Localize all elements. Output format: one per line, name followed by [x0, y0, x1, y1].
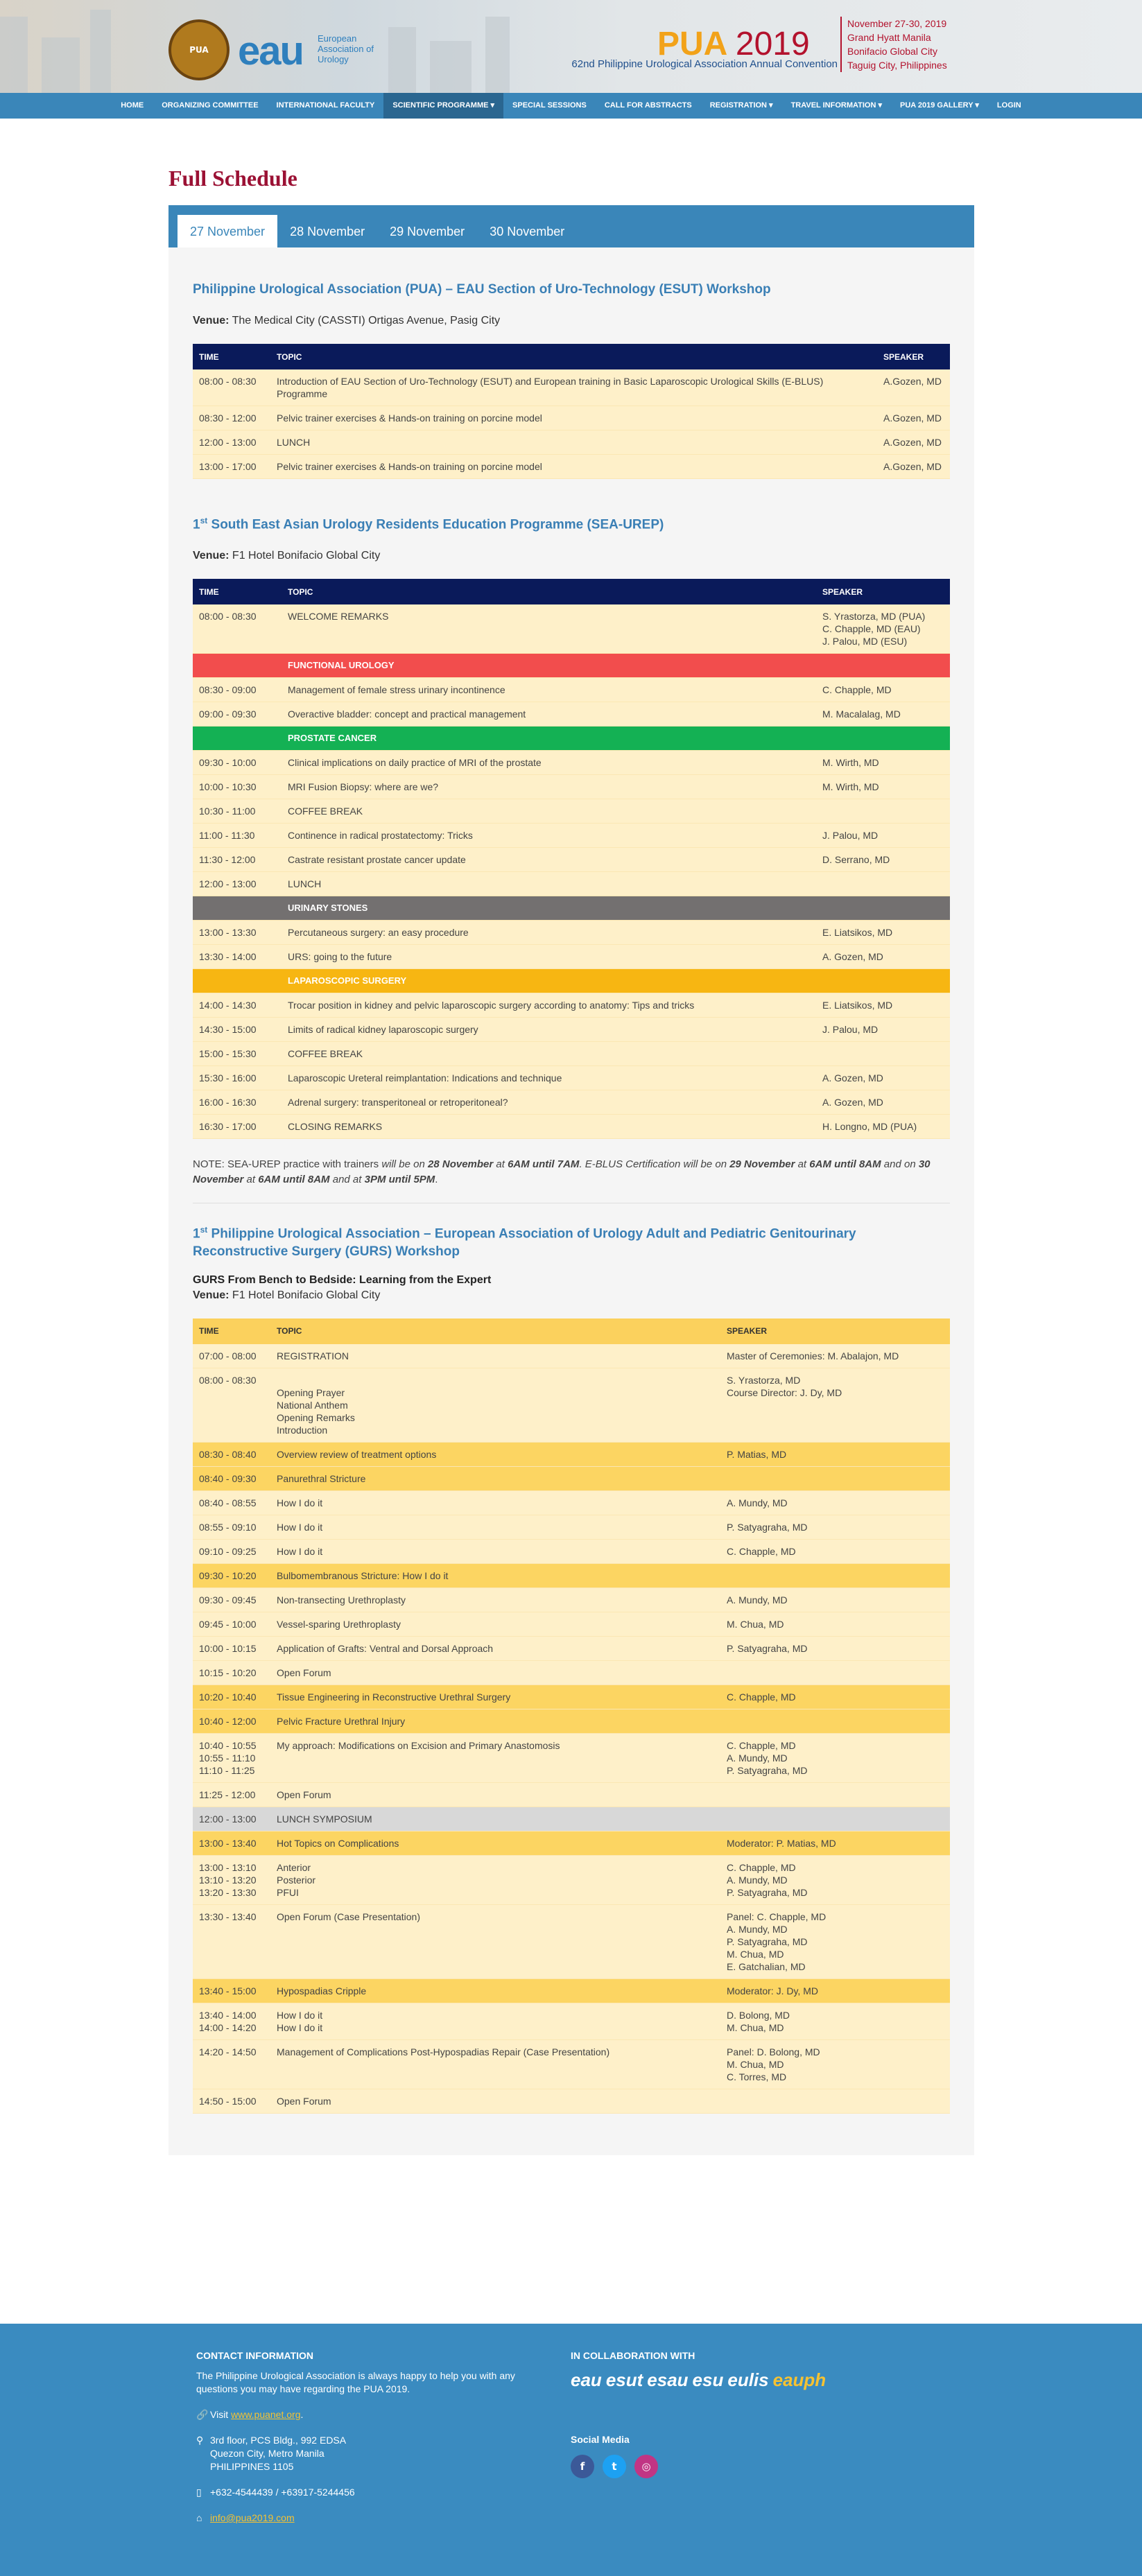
site-header [0, 0, 1142, 93]
speaker-cell: P. Satyagraha, MD [720, 1636, 950, 1660]
speaker-cell: D. Bolong, MD M. Chua, MD [720, 2003, 950, 2039]
topic-cell: CLOSING REMARKS [282, 1115, 816, 1139]
category-spacer [193, 896, 282, 921]
schedule-row [193, 1807, 950, 1831]
topic-cell: How I do it [270, 1539, 720, 1563]
schedule-row [193, 945, 950, 969]
topic-cell: LUNCH [270, 430, 877, 455]
partner-esut-logo[interactable]: esut [605, 2369, 643, 2390]
speaker-cell: A. Gozen, MD [816, 1090, 950, 1115]
topic-cell: Continence in radical prostatectomy: Tricks [282, 824, 816, 848]
day-tabs [168, 205, 974, 247]
phone-text: +632-4544439 / +63917-5244456 [210, 2487, 355, 2498]
topic-cell: Open Forum [270, 1782, 720, 1807]
topic-cell: Open Forum (Case Presentation) [270, 1904, 720, 1978]
category-spacer [193, 969, 282, 993]
speaker-cell: A.Gozen, MD [877, 369, 950, 406]
speaker-cell: Panel: D. Bolong, MD M. Chua, MD C. Torres, MD [720, 2039, 950, 2089]
partner-eau-logo[interactable]: eau [571, 2369, 602, 2390]
speaker-cell: A.Gozen, MD [877, 455, 950, 479]
schedule-row [193, 1442, 950, 1466]
topic-cell: Vessel-sparing Urethroplasty [270, 1612, 720, 1636]
speaker-cell: M. Wirth, MD [816, 751, 950, 775]
topic-cell: Overview review of treatment options [270, 1442, 720, 1466]
speaker-cell [720, 1807, 950, 1831]
time-cell: 15:30 - 16:00 [193, 1066, 282, 1090]
seal-text: PUA [189, 45, 209, 55]
skyline-building [430, 41, 471, 93]
time-cell: 14:50 - 15:00 [193, 2089, 270, 2113]
speaker-cell: M. Chua, MD [720, 1612, 950, 1636]
category-row [193, 896, 950, 921]
speaker-cell [816, 1042, 950, 1066]
speaker-cell: M. Macalalag, MD [816, 702, 950, 726]
speaker-cell: Moderator: P. Matias, MD [720, 1831, 950, 1855]
topic-cell: Non-transecting Urethroplasty [270, 1587, 720, 1612]
speaker-cell [720, 2089, 950, 2113]
schedule-row [193, 430, 950, 455]
time-cell: 10:00 - 10:30 [193, 775, 282, 799]
schedule-row [193, 1709, 950, 1733]
tab-30-november[interactable]: 30 November [490, 225, 565, 238]
nav-international-faculty[interactable]: INTERNATIONAL FACULTY [276, 101, 375, 110]
topic-cell: Percutaneous surgery: an easy procedure [282, 921, 816, 945]
facebook-icon[interactable]: f [571, 2455, 594, 2478]
topic-cell: Bulbomembranous Stricture: How I do it [270, 1563, 720, 1587]
topic-cell: Management of female stress urinary incontinence [282, 678, 816, 702]
speaker-cell [720, 1782, 950, 1807]
topic-cell: Anterior Posterior PFUI [270, 1855, 720, 1904]
tab-27-november[interactable]: 27 November [178, 215, 277, 247]
schedule-row [193, 455, 950, 479]
topic-cell: Tissue Engineering in Reconstructive Urethral Surgery [270, 1685, 720, 1709]
topic-cell: Limits of radical kidney laparoscopic surgery [282, 1018, 816, 1042]
nav-login[interactable]: LOGIN [996, 101, 1021, 110]
location-pin-icon: ⚲ [196, 2435, 204, 2446]
time-cell: 12:00 - 13:00 [193, 872, 282, 896]
tab-28-november[interactable]: 28 November [290, 225, 365, 238]
esut-schedule-table [193, 344, 950, 479]
schedule-row [193, 369, 950, 406]
schedule-row [193, 824, 950, 848]
speaker-cell [720, 1563, 950, 1587]
email-icon: ⌂ [196, 2512, 202, 2523]
address-row [196, 2434, 557, 2473]
time-cell: 12:00 - 13:00 [193, 1807, 270, 1831]
schedule-row [193, 775, 950, 799]
time-cell: 16:00 - 16:30 [193, 1090, 282, 1115]
category-label: LAPAROSCOPIC SURGERY [282, 969, 950, 993]
link-icon: 🔗 [196, 2409, 209, 2420]
time-cell: 12:00 - 13:00 [193, 430, 270, 455]
puanet-link[interactable]: www.puanet.org [231, 2409, 301, 2420]
speaker-cell [720, 1466, 950, 1490]
topic-cell: Laparoscopic Ureteral reimplantation: Indications and technique [282, 1066, 816, 1090]
nav-call-for-abstracts[interactable]: CALL FOR ABSTRACTS [604, 101, 692, 110]
schedule-row [193, 1368, 950, 1442]
time-cell: 10:40 - 10:55 10:55 - 11:10 11:10 - 11:25 [193, 1733, 270, 1782]
collab-title: IN COLLABORATION WITH [571, 2350, 695, 2361]
time-cell: 09:00 - 09:30 [193, 702, 282, 726]
topic-cell: Opening Prayer National Anthem Opening Remarks Introduction [270, 1368, 720, 1442]
time-cell: 15:00 - 15:30 [193, 1042, 282, 1066]
collaboration [571, 2350, 959, 2478]
sea-urep-schedule-table [193, 579, 950, 1139]
col-topic: TOPIC [282, 579, 816, 604]
time-cell: 13:40 - 15:00 [193, 1978, 270, 2003]
time-cell: 14:00 - 14:30 [193, 993, 282, 1018]
schedule-row [193, 406, 950, 430]
phone-icon: ▯ [196, 2487, 202, 2498]
col-speaker: SPEAKER [877, 344, 950, 369]
time-cell: 09:10 - 09:25 [193, 1539, 270, 1563]
partner-eauph-logo[interactable]: eauph [772, 2369, 827, 2390]
speaker-cell: E. Liatsikos, MD [816, 993, 950, 1018]
col-time: TIME [193, 344, 270, 369]
col-speaker: SPEAKER [720, 1319, 950, 1344]
time-cell: 08:30 - 08:40 [193, 1442, 270, 1466]
visit-row: 🔗 Visit www.puanet.org. [196, 2409, 304, 2420]
schedule-row [193, 1344, 950, 1368]
address-text: 3rd floor, PCS Bldg., 992 EDSA Quezon City, Metro Manila PHILIPPINES 1105 [210, 2435, 347, 2472]
time-cell: 08:55 - 09:10 [193, 1515, 270, 1539]
speaker-cell: C. Chapple, MD A. Mundy, MD P. Satyagraha, MD [720, 1733, 950, 1782]
schedule-row [193, 702, 950, 726]
category-label: FUNCTIONAL UROLOGY [282, 654, 950, 678]
col-topic: TOPIC [270, 1319, 720, 1344]
topic-cell: How I do it How I do it [270, 2003, 720, 2039]
esut-workshop-title: Philippine Urological Association (PUA) – EAU Section of Uro-Technology (ESUT) Workshop [193, 282, 771, 297]
skyline-building [90, 10, 111, 93]
time-cell: 10:15 - 10:20 [193, 1660, 270, 1685]
partner-esau-logo[interactable]: esau [647, 2369, 689, 2390]
speaker-cell: Master of Ceremonies: M. Abalajon, MD [720, 1344, 950, 1368]
schedule-row [193, 1660, 950, 1685]
contact-info [196, 2350, 557, 2525]
schedule-row [193, 1490, 950, 1515]
time-cell: 08:30 - 09:00 [193, 678, 282, 702]
topic-cell: URS: going to the future [282, 945, 816, 969]
time-cell: 10:30 - 11:00 [193, 799, 282, 824]
contact-title: CONTACT INFORMATION [196, 2350, 314, 2361]
schedule-row [193, 799, 950, 824]
time-cell: 07:00 - 08:00 [193, 1344, 270, 1368]
speaker-cell: A. Gozen, MD [816, 1066, 950, 1090]
tab-29-november[interactable]: 29 November [390, 225, 465, 238]
schedule-row [193, 1587, 950, 1612]
topic-cell: Trocar position in kidney and pelvic laparoscopic surgery according to anatomy: Tips and tricks [282, 993, 816, 1018]
time-cell: 13:30 - 14:00 [193, 945, 282, 969]
sea-urep-venue: Venue: F1 Hotel Bonifacio Global City [193, 550, 381, 562]
topic-cell: Castrate resistant prostate cancer update [282, 848, 816, 872]
topic-cell: Panurethral Stricture [270, 1466, 720, 1490]
category-row [193, 726, 950, 751]
convention-subtitle: 62nd Philippine Urological Association Annual Convention [571, 58, 838, 70]
topic-cell: MRI Fusion Biopsy: where are we? [282, 775, 816, 799]
topic-cell: Management of Complications Post-Hypospadias Repair (Case Presentation) [270, 2039, 720, 2089]
speaker-cell [816, 799, 950, 824]
speaker-cell: E. Liatsikos, MD [816, 921, 950, 945]
speaker-cell: J. Palou, MD [816, 1018, 950, 1042]
time-cell: 08:00 - 08:30 [193, 369, 270, 406]
speaker-cell: J. Palou, MD [816, 824, 950, 848]
time-cell: 11:30 - 12:00 [193, 848, 282, 872]
time-cell: 13:00 - 13:10 13:10 - 13:20 13:20 - 13:30 [193, 1855, 270, 1904]
speaker-cell: S. Yrastorza, MD Course Director: J. Dy, MD [720, 1368, 950, 1442]
time-cell: 09:30 - 09:45 [193, 1587, 270, 1612]
category-spacer [193, 654, 282, 678]
topic-cell: WELCOME REMARKS [282, 604, 816, 654]
col-time: TIME [193, 1319, 270, 1344]
schedule-row [193, 1978, 950, 2003]
main-nav [0, 93, 1142, 119]
time-cell: 08:40 - 08:55 [193, 1490, 270, 1515]
schedule-row [193, 993, 950, 1018]
nav-special-sessions[interactable]: SPECIAL SESSIONS [512, 101, 587, 110]
schedule-row [193, 604, 950, 654]
schedule-row [193, 1115, 950, 1139]
eau-logo-subtitle: European Association of Urology [318, 33, 374, 64]
time-cell: 08:00 - 08:30 [193, 604, 282, 654]
topic-cell: Clinical implications on daily practice of MRI of the prostate [282, 751, 816, 775]
speaker-cell: Moderator: J. Dy, MD [720, 1978, 950, 2003]
speaker-cell: C. Chapple, MD [720, 1539, 950, 1563]
topic-cell: Introduction of EAU Section of Uro-Technology (ESUT) and European training in Basic Laparoscopic Urological Skills (E-BLUS) Programme [270, 369, 877, 406]
nav-registration[interactable]: REGISTRATION ▾ [709, 101, 773, 110]
col-time: TIME [193, 579, 282, 604]
speaker-cell: A.Gozen, MD [877, 430, 950, 455]
col-speaker: SPEAKER [816, 579, 950, 604]
pua-2019-title: PUA 2019 [657, 26, 810, 62]
time-cell: 13:00 - 13:40 [193, 1831, 270, 1855]
schedule-row [193, 678, 950, 702]
speaker-cell: A. Gozen, MD [816, 945, 950, 969]
topic-cell: LUNCH [282, 872, 816, 896]
time-cell: 13:30 - 13:40 [193, 1904, 270, 1978]
topic-cell: My approach: Modifications on Excision and Primary Anastomosis [270, 1733, 720, 1782]
contact-text: The Philippine Urological Association is always happy to help you with any questions you may have regarding the PUA 2019. [196, 2370, 515, 2394]
topic-cell: Hot Topics on Complications [270, 1831, 720, 1855]
sea-urep-note: NOTE: SEA-UREP practice with trainers will be on 28 November at 6AM until 7AM. E-BLUS Certification will be on 29 November at 6AM until 8AM and on 30 November at 6AM until 8AM and at 3PM until 5PM. [193, 1157, 950, 1203]
main-content [168, 119, 974, 2155]
gurs-subheading: GURS From Bench to Bedside: Learning from the Expert [193, 1273, 492, 1286]
time-cell: 08:00 - 08:30 [193, 1368, 270, 1442]
speaker-cell [816, 872, 950, 896]
time-cell: 10:20 - 10:40 [193, 1685, 270, 1709]
speaker-cell: C. Chapple, MD [720, 1685, 950, 1709]
email-link[interactable]: info@pua2019.com [210, 2512, 295, 2523]
page-title: Full Schedule [168, 166, 297, 191]
time-cell: 13:00 - 13:30 [193, 921, 282, 945]
time-cell: 10:40 - 12:00 [193, 1709, 270, 1733]
speaker-cell: A. Mundy, MD [720, 1587, 950, 1612]
speaker-cell: A. Mundy, MD [720, 1490, 950, 1515]
time-cell: 14:20 - 14:50 [193, 2039, 270, 2089]
topic-cell: Pelvic trainer exercises & Hands-on training on porcine model [270, 455, 877, 479]
nav-home[interactable]: HOME [121, 101, 144, 110]
gurs-schedule-table [193, 1319, 950, 2114]
partner-logos [571, 2369, 959, 2391]
schedule-row [193, 2039, 950, 2089]
category-spacer [193, 726, 282, 751]
topic-cell: COFFEE BREAK [282, 1042, 816, 1066]
schedule-row [193, 872, 950, 896]
skyline-building [0, 17, 28, 93]
topic-cell: How I do it [270, 1515, 720, 1539]
schedule-row [193, 1042, 950, 1066]
time-cell: 13:00 - 17:00 [193, 455, 270, 479]
topic-cell: How I do it [270, 1490, 720, 1515]
speaker-cell: P. Matias, MD [720, 1442, 950, 1466]
time-cell: 09:30 - 10:00 [193, 751, 282, 775]
schedule-row [193, 2089, 950, 2113]
topic-cell: Pelvic Fracture Urethral Injury [270, 1709, 720, 1733]
topic-cell: Application of Grafts: Ventral and Dorsal Approach [270, 1636, 720, 1660]
event-area: Bonifacio Global City [847, 46, 937, 57]
speaker-cell: C. Chapple, MD [816, 678, 950, 702]
schedule-row [193, 1782, 950, 1807]
category-label: PROSTATE CANCER [282, 726, 950, 751]
phone-row [196, 2486, 557, 2499]
schedule-row [193, 1563, 950, 1587]
schedule-row [193, 1066, 950, 1090]
schedule-row [193, 1904, 950, 1978]
schedule-row [193, 751, 950, 775]
col-topic: TOPIC [270, 344, 877, 369]
speaker-cell: P. Satyagraha, MD [720, 1515, 950, 1539]
schedule-row [193, 2003, 950, 2039]
schedule-row [193, 1733, 950, 1782]
time-cell: 11:00 - 11:30 [193, 824, 282, 848]
schedule-row [193, 1515, 950, 1539]
time-cell: 10:00 - 10:15 [193, 1636, 270, 1660]
category-label: URINARY STONES [282, 896, 950, 921]
speaker-cell: M. Wirth, MD [816, 775, 950, 799]
schedule-row [193, 1636, 950, 1660]
gurs-workshop-title: 1st Philippine Urological Association – European Association of Urology Adult and Pediatric Genitourinary Reconstructive Surgery (GURS) Workshop [193, 1225, 856, 1259]
schedule-row [193, 1855, 950, 1904]
esut-venue: Venue: The Medical City (CASSTI) Ortigas Avenue, Pasig City [193, 315, 501, 327]
topic-cell: Open Forum [270, 1660, 720, 1685]
social-links [571, 2455, 959, 2478]
speaker-cell: A.Gozen, MD [877, 406, 950, 430]
time-cell: 16:30 - 17:00 [193, 1115, 282, 1139]
pua-seal-logo[interactable] [168, 19, 230, 80]
topic-cell: Hypospadias Cripple [270, 1978, 720, 2003]
schedule-row [193, 921, 950, 945]
speaker-cell [720, 1660, 950, 1685]
topic-cell: Adrenal surgery: transperitoneal or retroperitoneal? [282, 1090, 816, 1115]
speaker-cell: C. Chapple, MD A. Mundy, MD P. Satyagraha, MD [720, 1855, 950, 1904]
schedule-row [193, 1685, 950, 1709]
twitter-icon[interactable]: t [603, 2455, 626, 2478]
speaker-cell [720, 1709, 950, 1733]
topic-cell: COFFEE BREAK [282, 799, 816, 824]
partner-eulis-logo[interactable]: eulis [727, 2369, 769, 2390]
nav-organizing-committee[interactable]: ORGANIZING COMMITTEE [162, 101, 259, 110]
speaker-cell: D. Serrano, MD [816, 848, 950, 872]
schedule-row [193, 1466, 950, 1490]
time-cell: 14:30 - 15:00 [193, 1018, 282, 1042]
event-venue: Grand Hyatt Manila [847, 32, 931, 43]
time-cell: 13:40 - 14:00 14:00 - 14:20 [193, 2003, 270, 2039]
topic-cell: Pelvic trainer exercises & Hands-on training on porcine model [270, 406, 877, 430]
site-footer [0, 2324, 1142, 2576]
event-dates: November 27-30, 2019 [847, 18, 947, 29]
schedule-row [193, 1612, 950, 1636]
skyline-building [388, 27, 416, 93]
speaker-cell: H. Longno, MD (PUA) [816, 1115, 950, 1139]
topic-cell: REGISTRATION [270, 1344, 720, 1368]
instagram-icon[interactable]: ◎ [634, 2455, 658, 2478]
nav-gallery[interactable]: PUA 2019 GALLERY ▾ [899, 101, 979, 110]
topic-cell: Open Forum [270, 2089, 720, 2113]
time-cell: 08:40 - 09:30 [193, 1466, 270, 1490]
tab-panel [168, 247, 974, 2155]
topic-cell: LUNCH SYMPOSIUM [270, 1807, 720, 1831]
time-cell: 09:45 - 10:00 [193, 1612, 270, 1636]
nav-travel-information[interactable]: TRAVEL INFORMATION ▾ [790, 101, 882, 110]
social-title: Social Media [571, 2434, 630, 2445]
event-info [840, 17, 947, 72]
sea-urep-title: 1st South East Asian Urology Residents Education Programme (SEA-UREP) [193, 516, 664, 532]
category-row [193, 969, 950, 993]
eau-logo[interactable]: eau [238, 28, 303, 73]
schedule-row [193, 1539, 950, 1563]
time-cell: 11:25 - 12:00 [193, 1782, 270, 1807]
gurs-venue: Venue: F1 Hotel Bonifacio Global City [193, 1289, 381, 1301]
schedule-row [193, 1831, 950, 1855]
skyline-building [485, 17, 510, 93]
skyline-building [42, 37, 80, 93]
speaker-cell: S. Yrastorza, MD (PUA) C. Chapple, MD (EAU) J. Palou, MD (ESU) [816, 604, 950, 654]
nav-scientific-programme[interactable]: SCIENTIFIC PROGRAMME ▾ [383, 93, 503, 119]
schedule-row [193, 1090, 950, 1115]
email-row [196, 2512, 557, 2525]
event-city: Taguig City, Philippines [847, 60, 947, 71]
time-cell: 08:30 - 12:00 [193, 406, 270, 430]
partner-esu-logo[interactable]: esu [692, 2369, 724, 2390]
schedule-row [193, 848, 950, 872]
time-cell: 09:30 - 10:20 [193, 1563, 270, 1587]
topic-cell: Overactive bladder: concept and practical management [282, 702, 816, 726]
schedule-row [193, 1018, 950, 1042]
category-row [193, 654, 950, 678]
speaker-cell: Panel: C. Chapple, MD A. Mundy, MD P. Satyagraha, MD M. Chua, MD E. Gatchalian, MD [720, 1904, 950, 1978]
